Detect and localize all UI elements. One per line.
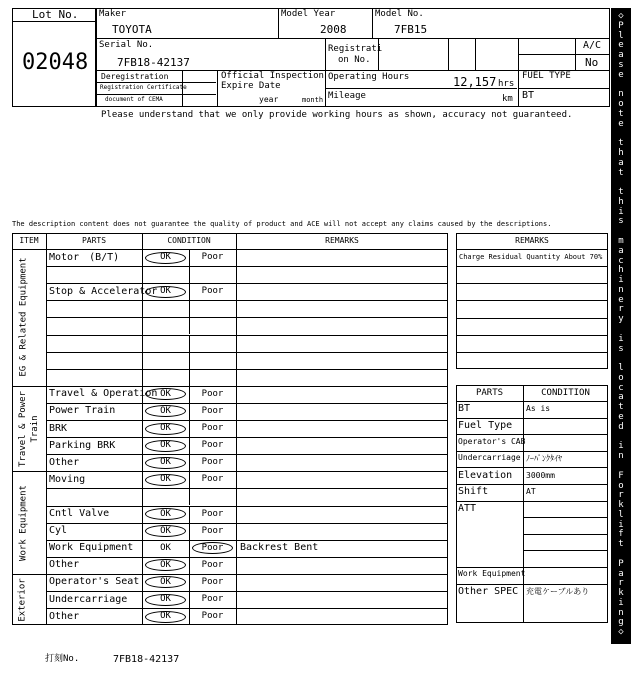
sidebar-char: l: [618, 509, 624, 520]
sidebar-char: s: [618, 59, 624, 70]
ac-value: No: [585, 56, 599, 69]
ok-label: OK: [160, 525, 171, 536]
row-divider: [46, 300, 448, 301]
remarks-row-divider: [456, 318, 608, 319]
fuel-type-value: BT: [522, 90, 535, 101]
op-hours-value: 12,157: [453, 75, 497, 89]
sidebar-char: o: [618, 99, 624, 110]
header-divider: [12, 249, 448, 250]
parts-row-divider: [456, 451, 608, 452]
row-divider: [46, 506, 448, 507]
model-year-value: 2008: [320, 23, 347, 36]
model-no-label: Model No.: [375, 9, 424, 19]
parts-row-divider: [456, 434, 608, 435]
parts-name: BT: [458, 403, 471, 415]
ac-label: A/C: [583, 40, 602, 51]
parts-row-divider: [456, 484, 608, 485]
poor-label: Poor: [201, 440, 224, 451]
column-divider: [46, 233, 47, 625]
row-divider: [46, 317, 448, 318]
sidebar-char: k: [618, 588, 624, 599]
parts-condition: 3000mm: [526, 470, 555, 480]
parts-name: ATT: [458, 502, 477, 514]
parts-name: Work Equipment: [458, 569, 526, 579]
ok-label: OK: [160, 559, 171, 570]
ok-label: OK: [160, 252, 171, 263]
remarks-row-divider: [456, 283, 608, 284]
row-divider: [46, 608, 448, 609]
parts-subrow-divider: [523, 550, 608, 551]
parts-name: Operator's CAB: [458, 436, 526, 446]
sidebar-char: F: [618, 470, 624, 481]
row-divider: [46, 591, 448, 592]
sidebar-char: n: [618, 451, 624, 462]
condition-header: CONDITION: [541, 388, 590, 398]
sidebar-char: c: [618, 255, 624, 266]
sidebar-char: r: [618, 304, 624, 315]
month-label: month: [302, 96, 324, 104]
sidebar-char: h: [618, 265, 624, 276]
condition-divider: [189, 300, 190, 317]
dereg-label: Deregistration: [101, 72, 169, 81]
group-label-1: Travel & Power Train: [18, 390, 40, 467]
ok-label: OK: [160, 405, 171, 416]
ok-label: OK: [160, 594, 171, 605]
row-divider: [46, 420, 448, 421]
ok-label: OK: [160, 576, 171, 587]
ok-label: OK: [160, 388, 171, 399]
ok-selected-mark: [145, 611, 186, 623]
ok-selected-mark: [145, 286, 186, 298]
sidebar-char: n: [618, 607, 624, 618]
op-hours-label: Operating Hours: [328, 72, 410, 82]
sidebar-char: n: [618, 284, 624, 295]
part-label: Parking BRK: [49, 439, 116, 451]
parts-condition: As is: [526, 404, 551, 414]
sidebar-char: t: [618, 108, 624, 119]
sidebar-char: P: [618, 558, 624, 569]
parts-name: Other SPEC: [458, 585, 519, 597]
registration-label-2: on No.: [338, 55, 371, 65]
poor-label: Poor: [201, 286, 224, 297]
stamp-no-value: 7FB18-42137: [113, 654, 180, 665]
sidebar-char: f: [618, 529, 624, 540]
sidebar-char: e: [618, 412, 624, 423]
remark-text: Backrest Bent: [240, 542, 319, 554]
location-notice-bar: [611, 8, 631, 644]
part-label: Other: [49, 559, 80, 571]
poor-label: Poor: [201, 542, 224, 553]
sidebar-char: h: [618, 196, 624, 207]
sidebar-char: d: [618, 421, 624, 432]
ok-label: OK: [160, 457, 171, 468]
poor-label: Poor: [201, 474, 224, 485]
sidebar-char: s: [618, 216, 624, 227]
sidebar-char: a: [618, 157, 624, 168]
sidebar-char: l: [618, 30, 624, 41]
sidebar-char: e: [618, 118, 624, 129]
condition-divider: [189, 369, 190, 386]
sidebar-char: g: [618, 617, 624, 628]
registration-label-1: Registrati: [328, 44, 383, 54]
part-label: Moving: [49, 473, 86, 485]
part-label: Operator's Seat: [49, 576, 140, 588]
sidebar-char: o: [618, 372, 624, 383]
sidebar-char: r: [618, 578, 624, 589]
parts-header: PARTS: [475, 388, 504, 398]
group-label-2: Work Equipment: [18, 484, 28, 561]
sidebar-char: e: [618, 294, 624, 305]
condition-divider: [189, 352, 190, 369]
row-divider: [46, 540, 448, 541]
ok-label: OK: [160, 286, 171, 297]
row-divider: [46, 454, 448, 455]
parts-row-divider: [456, 567, 608, 568]
parts-condition: 充電ケーブルあり: [526, 586, 590, 596]
ok-label: OK: [160, 423, 171, 434]
sidebar-char: l: [618, 363, 624, 374]
row-divider: [46, 352, 448, 353]
maker-label: Maker: [99, 9, 127, 19]
header-condition: CONDITION: [167, 236, 211, 245]
ok-label: OK: [160, 611, 171, 622]
sidebar-char: t: [618, 187, 624, 198]
parts-name: Shift: [458, 486, 489, 498]
part-label: Motor (B/T): [49, 251, 120, 263]
model-no-value: 7FB15: [394, 23, 428, 36]
part-label: Stop & Accelerator: [49, 285, 158, 297]
sidebar-char: a: [618, 392, 624, 403]
row-divider: [46, 488, 448, 489]
ok-selected-mark: [145, 508, 186, 520]
hours-notice: Please understand that we only provide working hours as shown, accuracy not guaranteed.: [101, 110, 573, 120]
sidebar-char: e: [618, 40, 624, 51]
row-divider: [46, 266, 448, 267]
group-divider: [12, 471, 448, 472]
ok-selected-mark: [145, 594, 186, 606]
row-divider: [46, 283, 448, 284]
parts-name: Undercarriage: [458, 453, 521, 463]
poor-label: Poor: [201, 388, 224, 399]
fuel-type-label: FUEL TYPE: [522, 71, 571, 81]
poor-label: Poor: [201, 457, 224, 468]
row-divider: [46, 403, 448, 404]
poor-label: Poor: [201, 423, 224, 434]
parts-name: Elevation: [458, 469, 513, 481]
sidebar-char: i: [618, 275, 624, 286]
poor-label: Poor: [201, 559, 224, 570]
sidebar-char: h: [618, 147, 624, 158]
sidebar-char: a: [618, 50, 624, 61]
sidebar-char: n: [618, 89, 624, 100]
part-label: Work Equipment: [49, 542, 134, 554]
inspection-label-2: Expire Date: [221, 81, 281, 91]
lot-label: Lot No.: [32, 8, 79, 21]
sidebar-char: P: [618, 20, 624, 31]
sidebar-char: o: [618, 480, 624, 491]
ok-label: OK: [160, 474, 171, 485]
poor-label: Poor: [201, 252, 224, 263]
remarks-row-divider: [456, 335, 608, 336]
parts-subrow-divider: [523, 517, 608, 518]
sidebar-char: a: [618, 245, 624, 256]
sidebar-char: t: [618, 167, 624, 178]
parts-header-divider: [456, 401, 608, 402]
parts-row-divider: [456, 501, 608, 502]
sidebar-char: i: [618, 597, 624, 608]
row-divider: [46, 335, 448, 336]
group-label-0: EG & Related Equipment: [18, 257, 29, 378]
group-label-3: Exterior: [17, 577, 28, 622]
parts-subrow-divider: [523, 534, 608, 535]
sidebar-char: ◇: [618, 627, 624, 638]
sidebar-char: i: [618, 333, 624, 344]
header-remarks: REMARKS: [325, 236, 359, 245]
part-label: Other: [49, 610, 80, 622]
row-divider: [46, 557, 448, 558]
group-divider: [12, 386, 448, 387]
year-label: year: [259, 95, 279, 104]
sidebar-char: t: [618, 138, 624, 149]
lot-number: 02048: [22, 50, 89, 75]
ok-selected-mark: [145, 423, 186, 435]
parts-row-divider: [456, 467, 608, 468]
poor-label: Poor: [201, 594, 224, 605]
ok-selected-mark: [145, 252, 186, 264]
remarks-header-divider: [456, 249, 608, 250]
inspection-label-1: Official Inspection: [221, 71, 324, 81]
part-label: Other: [49, 456, 80, 468]
serial-label: Serial No.: [99, 40, 154, 50]
condition-divider: [189, 335, 190, 352]
condition-divider: [189, 266, 190, 283]
ok-label: OK: [160, 440, 171, 451]
part-label: Power Train: [49, 405, 116, 417]
sidebar-char: r: [618, 490, 624, 501]
column-divider: [236, 233, 237, 625]
row-divider: [46, 523, 448, 524]
serial-value: 7FB18-42137: [117, 56, 190, 69]
dereg-doc-label: document of CEMA: [105, 96, 163, 103]
remarks-row-divider: [456, 266, 608, 267]
parts-row-divider: [456, 584, 608, 585]
part-label: Cyl: [49, 525, 68, 537]
parts-condition: AT: [526, 487, 536, 497]
sidebar-char: t: [618, 539, 624, 550]
header-item: ITEM: [19, 236, 39, 245]
ok-selected-mark: [145, 474, 186, 486]
sidebar-char: t: [618, 402, 624, 413]
poor-label: Poor: [201, 525, 224, 536]
parts-column-divider: [523, 385, 524, 623]
km-unit: km: [502, 94, 513, 104]
remarks-line-1: Charge Residual Quantity About 70%: [459, 253, 603, 262]
ok-label: OK: [160, 542, 171, 553]
hrs-unit: hrs: [498, 79, 515, 89]
header-parts: PARTS: [81, 236, 107, 245]
condition-divider: [189, 488, 190, 505]
sidebar-char: k: [618, 500, 624, 511]
model-year-label: Model Year: [281, 9, 336, 19]
ok-selected-mark: [145, 457, 186, 469]
parts-name: Fuel Type: [458, 419, 513, 431]
group-divider: [12, 574, 448, 575]
part-label: Travel & Operation: [49, 388, 158, 400]
part-label: Undercarriage: [49, 593, 128, 605]
maker-value: TOYOTA: [112, 23, 152, 36]
dereg-cert-label: Registration Certificate: [100, 84, 187, 91]
row-divider: [46, 369, 448, 370]
ok-label: OK: [160, 508, 171, 519]
parts-condition: ﾉｰﾊﾟﾝｸﾀｲﾔ: [526, 454, 562, 464]
sidebar-char: e: [618, 69, 624, 80]
remarks-row-divider: [456, 352, 608, 353]
ok-selected-mark: [145, 440, 186, 452]
sidebar-char: i: [618, 441, 624, 452]
poor-label: Poor: [201, 508, 224, 519]
row-divider: [46, 437, 448, 438]
mileage-label: Mileage: [328, 91, 366, 101]
sidebar-char: y: [618, 314, 624, 325]
part-label: Cntl Valve: [49, 508, 110, 520]
sidebar-char: c: [618, 382, 624, 393]
condition-divider: [189, 317, 190, 334]
poor-label: Poor: [201, 611, 224, 622]
remarks-row-divider: [456, 300, 608, 301]
sidebar-char: a: [618, 568, 624, 579]
remarks-header: REMARKS: [515, 236, 549, 245]
part-label: BRK: [49, 422, 68, 434]
poor-label: Poor: [201, 405, 224, 416]
sidebar-char: m: [618, 235, 624, 246]
disclaimer: The description content does not guarantee the quality of product and ACE will not accept any claims caused by the descriptions.: [12, 220, 552, 228]
sidebar-char: i: [618, 519, 624, 530]
sidebar-char: s: [618, 343, 624, 354]
stamp-no-label: 打刻No.: [45, 654, 80, 664]
sidebar-char: ◇: [618, 11, 624, 21]
poor-label: Poor: [201, 576, 224, 587]
sidebar-char: i: [618, 206, 624, 217]
parts-row-divider: [456, 418, 608, 419]
